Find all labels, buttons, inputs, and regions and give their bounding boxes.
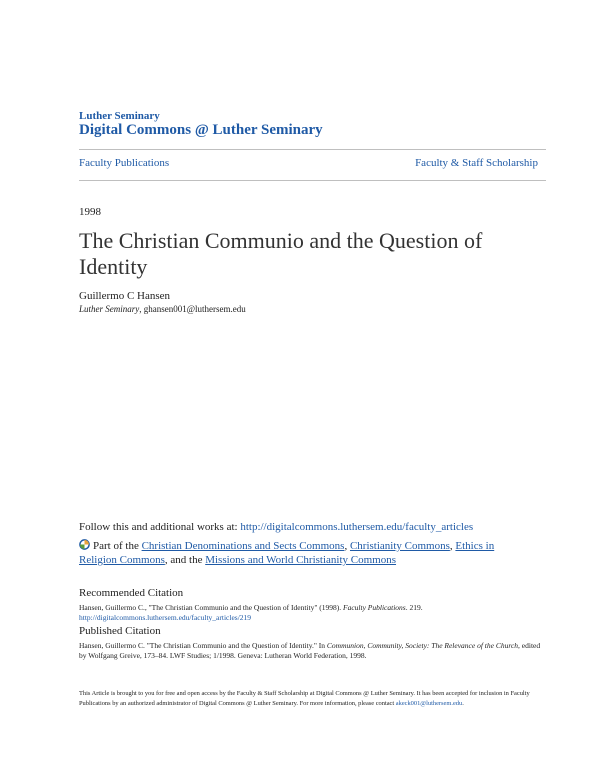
citation-text: Hansen, Guillermo C., "The Christian Communio and the Question of Identity" (1998).	[79, 603, 344, 612]
nav-faculty-staff-scholarship[interactable]: Faculty & Staff Scholarship	[415, 157, 538, 169]
repository-name-large[interactable]: Digital Commons @ Luther Seminary	[79, 122, 323, 138]
separator: ,	[344, 540, 350, 552]
link-christian-denominations[interactable]: Christian Denominations and Sects Commons	[141, 540, 345, 552]
repository-name-small[interactable]: Luther Seminary	[79, 110, 160, 122]
affiliation-email: , ghansen001@luthersem.edu	[139, 304, 246, 314]
pub-citation-tail: , edited by Wolfgang Greive, 173–84. LWF Studies; 1/1998. Geneva: Lutheran World Federation, 1998.	[79, 641, 541, 660]
footer-text: This Article is brought to you for free and open access by the Faculty & Staff Scholarship at Digital Commons @ Luther Seminary. It has been accepted for inclusion in Faculty Publications by an authorized administrator of Digital Commons @ Luther Seminary. For more information, please contact	[79, 690, 530, 707]
follow-line	[79, 521, 473, 533]
divider-top	[79, 149, 546, 150]
pub-citation-text: Hansen, Guillermo C. "The Christian Communio and the Question of Identity." In	[79, 641, 327, 650]
separator: , and the	[164, 554, 206, 566]
citation-series: Faculty Publications	[343, 603, 406, 612]
link-christianity-commons[interactable]: Christianity Commons	[349, 540, 450, 552]
bepress-commons-icon	[79, 539, 90, 550]
recommended-citation-heading: Recommended Citation	[79, 587, 184, 599]
recommended-citation-text	[79, 603, 549, 623]
separator: ,	[449, 540, 456, 552]
citation-tail: . 219.	[405, 603, 423, 612]
divider-middle	[79, 180, 546, 181]
contact-email-link[interactable]: akeck001@luthersem.edu	[395, 700, 463, 707]
affiliation-institution: Luther Seminary	[79, 304, 140, 314]
link-ethics-in-religion[interactable]: Ethics in Religion Commons	[79, 540, 495, 566]
link-missions-world-christianity[interactable]: Missions and World Christianity Commons	[205, 554, 397, 566]
footer-notice	[79, 689, 549, 709]
pub-citation-book: Communion, Community, Society: The Relevance of the Church	[326, 641, 519, 650]
author-affiliation	[79, 304, 246, 314]
article-title: The Christian Communio and the Question of Identity	[79, 228, 483, 279]
follow-prefix: Follow this and additional works at:	[79, 521, 241, 533]
follow-link[interactable]: http://digitalcommons.luthersem.edu/faculty_articles	[240, 521, 474, 533]
part-of-commons	[79, 539, 509, 567]
footer-end: .	[462, 700, 464, 707]
partof-prefix: Part of the	[93, 540, 142, 552]
nav-faculty-publications[interactable]: Faculty Publications	[79, 157, 170, 169]
publication-year: 1998	[79, 206, 101, 218]
author-name: Guillermo C Hansen	[79, 290, 171, 302]
citation-link[interactable]: http://digitalcommons.luthersem.edu/faculty_articles/219	[79, 613, 252, 622]
published-citation-text	[79, 641, 549, 661]
published-citation-heading: Published Citation	[79, 625, 161, 637]
